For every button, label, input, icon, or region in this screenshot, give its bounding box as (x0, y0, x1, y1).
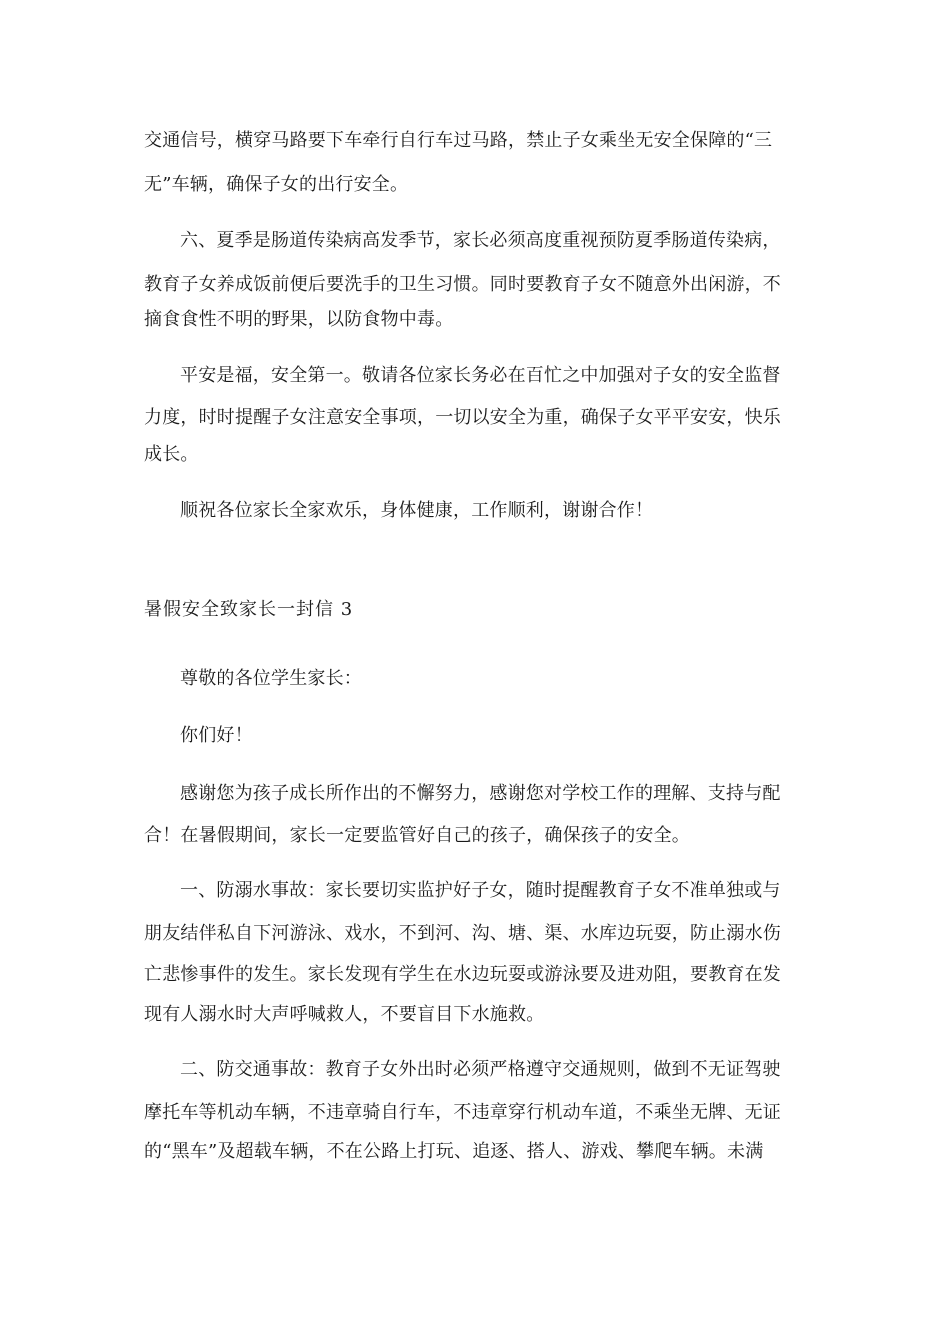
paragraph-line: 摩托车等机动车辆，不违章骑自行车，不违章穿行机动车道，不乘坐无牌、无证 (144, 1102, 781, 1123)
greeting: 你们好！ (180, 725, 253, 746)
paragraph-line: 亡悲惨事件的发生。家长发现有学生在水边玩耍或游泳要及进劝阻，要教育在发 (144, 964, 781, 985)
paragraph-line: 平安是福，安全第一。敬请各位家长务必在百忙之中加强对子女的安全监督 (180, 365, 781, 386)
paragraph-line: 现有人溺水时大声呼喊救人，不要盲目下水施救。 (144, 1004, 545, 1025)
paragraph-line: 朋友结伴私自下河游泳、戏水，不到河、沟、塘、渠、水库边玩耍，防止溺水伤 (144, 923, 781, 944)
paragraph-line: 一、防溺水事故：家长要切实监护好子女，随时提醒教育子女不准单独或与 (180, 880, 781, 901)
section-title: 暑假安全致家长一封信 3 (144, 599, 354, 620)
paragraph-line: 的“黑车”及超载车辆，不在公路上打玩、追逐、搭人、游戏、攀爬车辆。未满 (144, 1141, 764, 1162)
paragraph-line: 无”车辆，确保子女的出行安全。 (144, 174, 409, 195)
paragraph-line: 感谢您为孩子成长所作出的不懈努力，感谢您对学校工作的理解、支持与配 (180, 783, 781, 804)
paragraph-line: 教育子女养成饭前便后要洗手的卫生习惯。同时要教育子女不随意外出闲游，不 (144, 274, 781, 295)
paragraph-line: 顺祝各位家长全家欢乐，身体健康，工作顺利，谢谢合作！ (180, 500, 654, 521)
paragraph-line: 交通信号，横穿马路要下车牵行自行车过马路，禁止子女乘坐无安全保障的“三 (144, 130, 773, 151)
paragraph-line: 力度，时时提醒子女注意安全事项，一切以安全为重，确保子女平平安安，快乐 (144, 407, 781, 428)
paragraph-line: 成长。 (144, 444, 199, 465)
salutation: 尊敬的各位学生家长： (180, 668, 362, 689)
paragraph-line: 六、夏季是肠道传染病高发季节，家长必须高度重视预防夏季肠道传染病， (180, 230, 781, 251)
paragraph-line: 二、防交通事故：教育子女外出时必须严格遵守交通规则，做到不无证驾驶 (180, 1059, 781, 1080)
paragraph-line: 合！在暑假期间，家长一定要监管好自己的孩子，确保孩子的安全。 (144, 825, 690, 846)
paragraph-line: 摘食食性不明的野果，以防食物中毒。 (144, 309, 454, 330)
